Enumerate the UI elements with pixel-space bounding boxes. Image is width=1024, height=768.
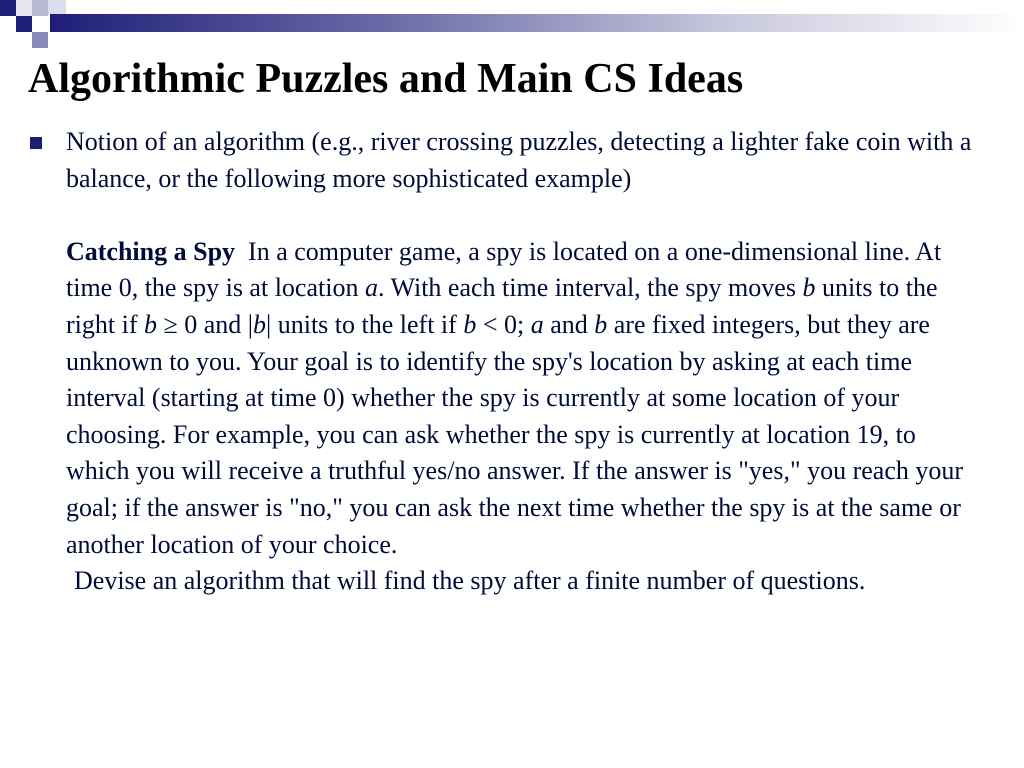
decor-square (48, 0, 66, 14)
bullet-square-icon (30, 137, 42, 149)
decor-square (32, 32, 48, 48)
decor-square (32, 0, 48, 16)
bullet-intro-text: Notion of an algorithm (e.g., river crossing puzzles, detecting a lighter fake coin with a balance, or the following more sophisticated example) (66, 127, 972, 193)
closing-prompt: Devise an algorithm that will find the spy after a finite number of questions. (74, 566, 866, 596)
decor-square (16, 16, 32, 32)
problem-statement: Catching a Spy In a computer game, a spy is located on a one-dimensional line. At time 0, the spy is at location a. With each time interval, the spy moves b units to the right if b ≥ 0 and |b| units to the left if b < 0; a and b are fixed integers, but they are unknown to you. Your goal is to identify the spy's location by asking at each time interval (starting at time 0) whether the spy is currently at some location of your choosing. For example, you can ask whether the spy is currently at location 19, to which you will receive a truthful yes/no answer. If the answer is "yes," you reach your goal; if the answer is "no," you can ask the next time whether the spy is at the same or another location of your choice. (66, 236, 964, 559)
slide-body (66, 124, 976, 600)
problem-term: Catching a Spy (66, 236, 236, 266)
decor-square (0, 0, 16, 16)
decor-square (16, 0, 32, 16)
header-gradient-bar (50, 14, 1024, 32)
header-decoration (0, 0, 1024, 52)
slide-title: Algorithmic Puzzles and Main CS Ideas (28, 56, 744, 102)
